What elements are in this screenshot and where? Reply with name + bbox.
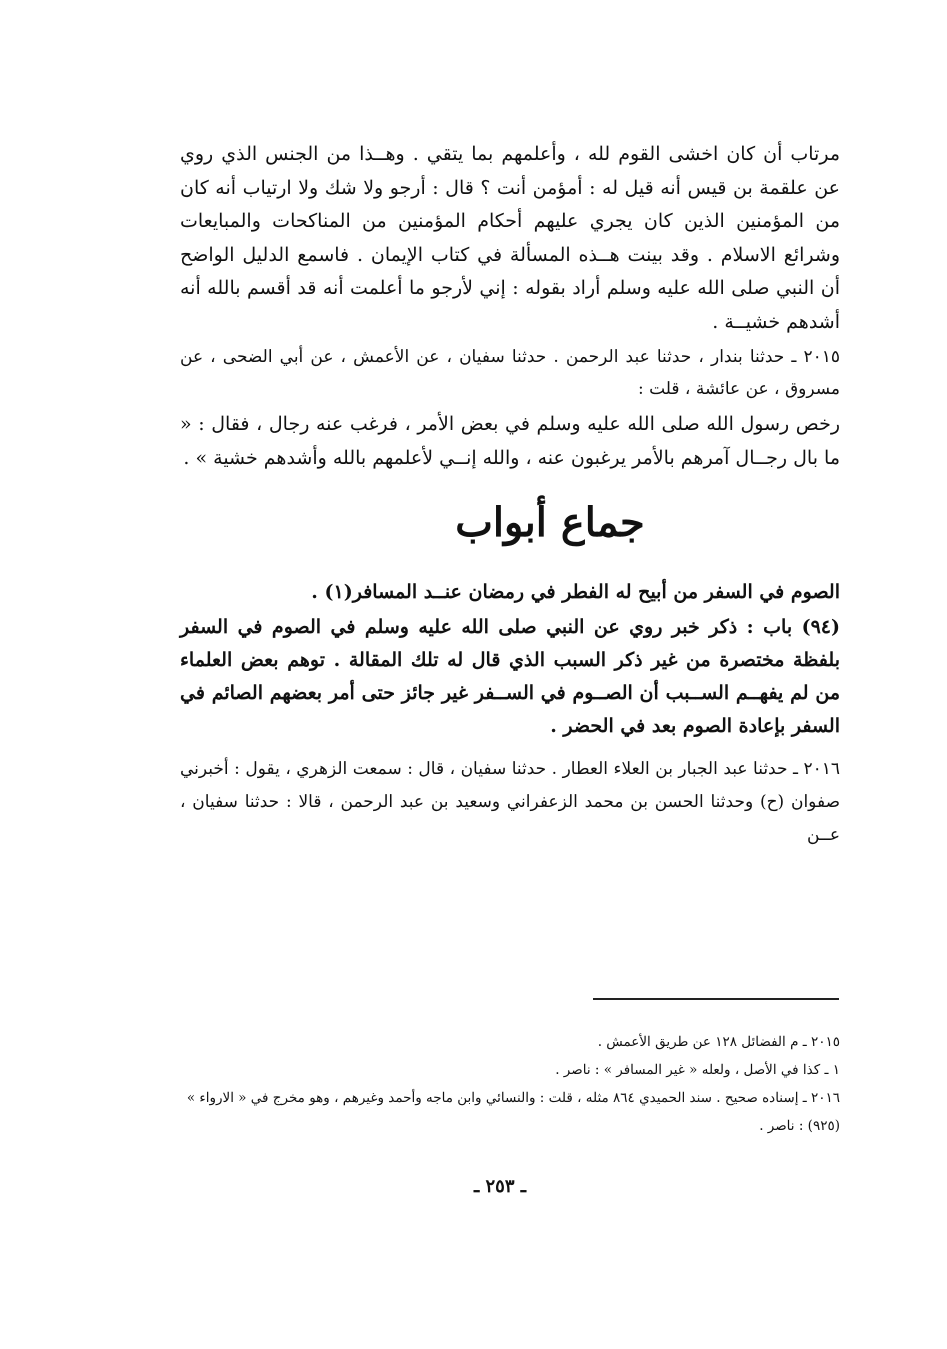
footnote-2016: ٢٠١٦ ـ إسناده صحيح . سند الحميدي ٨٦٤ مثله ، قلت : والنسائي وابن ماجه وأحمد وغيرهم ، وهو مخرج في « الارواء » (٩٢٥) : ناصر .	[186, 1090, 840, 1134]
footnote-divider	[593, 998, 839, 1000]
chapter-number: (٩٤)	[801, 616, 840, 638]
chapter-heading	[180, 611, 840, 743]
hadith-2016: ٢٠١٦ ـ حدثنا عبد الجبار بن العلاء العطار . حدثنا سفيان ، قال : سمعت الزهري ، يقول : أخبرني صفوان (ح) وحدثنا الحسن بن محمد الزعفراني وسعيد بن عبد الرحمن ، قالا : حدثنا سفيان ، عــن	[180, 759, 840, 845]
hadith-2015-isnad: ٢٠١٥ ـ حدثنا بندار ، حدثنا عبد الرحمن . حدثنا سفيان ، عن الأعمش ، عن أبي الضحى ، عن مسروق ، عن عائشة ، قلت :	[180, 347, 840, 399]
section-heading: الصوم في السفر من أبيح له الفطر في رمضان عنــد المسافر(١) .	[311, 581, 840, 603]
footnote-1: ١ ـ كذا في الأصل ، ولعله « غير المسافر » : ناصر .	[555, 1062, 840, 1078]
footnotes	[180, 1028, 840, 1140]
footnote-2015: ٢٠١٥ ـ م الفضائل ١٢٨ عن طريق الأعمش .	[597, 1034, 840, 1050]
page-body	[180, 138, 840, 852]
main-paragraph: مرتاب أن كان اخشى القوم لله ، وأعلمهم بما يتقي . وهــذا من الجنس الذي روي عن علقمة بن قيس أنه قيل له : أمؤمن أنت ؟ قال : أرجو ولا شك ولا ارتياب أنه كان من المؤمنين الذين كان يجري عليهم أحكام المؤمنين من المناكحات والمبايعات وشرائع الاسلام . وقد بينت هــذه المسألة في كتاب الإيمان . فاسمع الدليل الواضح أن النبي صلى الله عليه وسلم أراد بقوله : إني لأرجو ما أعلمت أنه قد أقسم بالله أنه أشدهم خشيــة .	[180, 143, 840, 333]
section-title-text: جماع أبواب	[455, 499, 645, 546]
chapter-text: باب : ذكر خبر روي عن النبي صلى الله عليه وسلم في الصوم في السفر بلفظة مختصرة من غير ذكر السبب الذي قال له تلك المقالة . توهم بعض العلماء من لم يفهــم الســبب أن الصــوم في الســفر غير جائز حتى أمر بعضهم الصائم في السفر بإعادة الصوم بعد في الحضر .	[180, 616, 840, 737]
hadith-2015-matn: رخص رسول الله صلى الله عليه وسلم في بعض الأمر ، فرغب عنه رجال ، فقال : « ما بال رجــال آمرهم بالأمر يرغبون عنه ، والله إنــي لأعلمهم بالله وأشدهم خشية » .	[180, 413, 840, 469]
page-number: ـ ٢٥٣ ـ	[473, 1176, 527, 1197]
section-title	[180, 499, 840, 546]
